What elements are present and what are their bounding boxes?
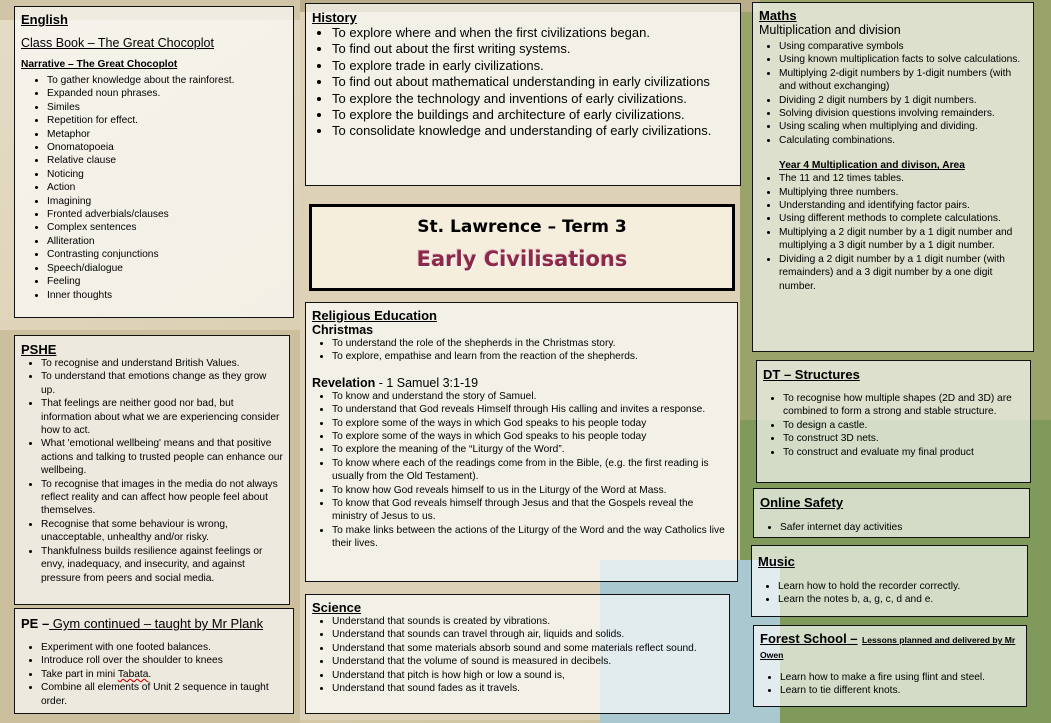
list-item: • To understand that God reveals Himself through His calling and invites a response.	[332, 403, 731, 416]
list-item: • Dividing 2 digit numbers by 1 digit numbers.	[779, 94, 1027, 107]
list-item: • To find out about mathematical understanding in early civilizations	[332, 74, 734, 90]
re-reference: - 1 Samuel 3:1-19	[375, 375, 479, 390]
list-item: • Understand that pitch is how high or low a sound is,	[332, 669, 723, 682]
list-item: • Experiment with one footed balances.	[41, 641, 287, 654]
list-item: • To gather knowledge about the rainforest.	[47, 74, 287, 87]
list-item: • To recognise and understand British Values.	[41, 357, 283, 370]
pe-subtitle: Gym continued – taught by Mr Plank	[49, 616, 264, 631]
maths-list	[759, 40, 1027, 147]
re-christmas-list	[312, 337, 731, 364]
re-christmas-heading: Christmas	[312, 323, 374, 337]
history-panel	[305, 3, 741, 186]
list-item: • Using known multiplication facts to solve calculations.	[779, 53, 1027, 66]
list-item: • Speech/dialogue	[47, 262, 287, 275]
music-list	[758, 580, 1021, 607]
list-item: • Multiplying 2-digit numbers by 1-digit numbers (with and without exchanging)	[779, 67, 1027, 94]
list-item: • To explore, empathise and learn from the reaction of the shepherds.	[332, 350, 731, 363]
pe-mini-text: Take part in mini	[41, 668, 118, 680]
list-item: • Multiplying a 2 digit number by a 1 digit number and multiplying a 3 digit number by a 1 digit number.	[779, 226, 1027, 253]
list-item: • Learn how to hold the recorder correctly.	[778, 580, 1021, 593]
list-item: • Safer internet day activities	[780, 521, 1023, 534]
music-title: Music	[758, 554, 795, 569]
list-item: • Learn to tie different knots.	[780, 684, 1020, 697]
music-panel	[751, 545, 1028, 617]
list-item: • Combine all elements of Unit 2 sequence in taught order.	[41, 681, 287, 708]
title-box	[309, 204, 735, 291]
dt-list	[763, 392, 1024, 459]
pe-mini-word: Tabata	[117, 668, 149, 680]
maths-year4-heading: Year 4 Multiplication and divison, Area	[779, 160, 965, 172]
english-panel	[14, 6, 294, 318]
re-title: Religious Education	[312, 308, 437, 323]
list-item: • Understand that some materials absorb sound and some materials reflect sound.	[332, 642, 723, 655]
pshe-panel	[14, 335, 290, 605]
maths-subtitle: Multiplication and division	[759, 23, 901, 37]
list-item	[41, 668, 287, 681]
list-item: • Understand that the volume of sound is measured in decibels.	[332, 655, 723, 668]
list-item: • Using different methods to complete calculations.	[779, 212, 1027, 225]
list-item: • Multiplying three numbers.	[779, 186, 1027, 199]
term-title: St. Lawrence – Term 3	[417, 217, 627, 237]
list-item: • To explore where and when the first civilizations began.	[332, 25, 734, 41]
list-item: • To construct 3D nets.	[783, 432, 1024, 445]
list-item: • To explore some of the ways in which God speaks to his people today	[332, 417, 731, 430]
list-item: • To know where each of the readings come from in the Bible, (e.g. the first reading is usually from the Old Testament).	[332, 457, 731, 484]
maths-panel	[752, 2, 1034, 352]
list-item: • Expanded noun phrases.	[47, 87, 287, 100]
list-item: • Using comparative symbols	[779, 40, 1027, 53]
dt-panel	[756, 360, 1031, 483]
history-title: History	[312, 10, 357, 25]
list-item: • Learn how to make a fire using flint and steel.	[780, 671, 1020, 684]
list-item: • Solving division questions involving remainders.	[779, 107, 1027, 120]
dt-title: DT – Structures	[763, 367, 860, 382]
list-item: • To know how God reveals himself to us in the Liturgy of the Word at Mass.	[332, 484, 731, 497]
list-item: • Inner thoughts	[47, 289, 287, 302]
list-item: • To explore the buildings and architecture of early civilizations.	[332, 107, 734, 123]
list-item: • To explore trade in early civilizations.	[332, 58, 734, 74]
list-item: • To explore some of the ways in which God speaks to his people today	[332, 430, 731, 443]
re-revelation-list	[312, 390, 731, 551]
list-item: • Contrasting conjunctions	[47, 248, 287, 261]
pe-title: PE –	[21, 616, 50, 631]
pe-heading	[21, 616, 287, 631]
pe-list	[21, 641, 287, 708]
list-item: • To know that God reveals himself through Jesus and that the Gospels reveal the ministry of Jesus to us.	[332, 497, 731, 524]
re-panel	[305, 302, 738, 582]
topic-title: Early Civilisations	[416, 247, 628, 271]
online-safety-list	[760, 521, 1023, 534]
list-item: • Onomatopoeia	[47, 141, 287, 154]
list-item: • To explore the technology and inventions of early civilizations.	[332, 91, 734, 107]
list-item: • Understanding and identifying factor pairs.	[779, 199, 1027, 212]
list-item: • Calculating combinations.	[779, 134, 1027, 147]
list-item: • To find out about the first writing systems.	[332, 41, 734, 57]
list-item: • Introduce roll over the shoulder to knees	[41, 654, 287, 667]
list-item: • Repetition for effect.	[47, 114, 287, 127]
list-item: • Complex sentences	[47, 221, 287, 234]
online-safety-panel	[753, 488, 1030, 538]
english-title: English	[21, 12, 68, 27]
list-item: • That feelings are neither good nor bad, but information about what we are experiencing consider how to act.	[41, 397, 283, 437]
list-item: • To explore the meaning of the “Liturgy of the Word”.	[332, 443, 731, 456]
list-item: • Metaphor	[47, 128, 287, 141]
list-item: • What 'emotional wellbeing' means and that positive actions and talking to trusted people can enhance our wellbeing.	[41, 437, 283, 477]
maths-list-2	[759, 172, 1027, 293]
re-revelation-label: Revelation	[312, 375, 376, 390]
list-item: • Understand that sounds can travel through air, liquids and solids.	[332, 628, 723, 641]
list-item: • To understand that emotions change as they grow up.	[41, 370, 283, 397]
list-item: • Fronted adverbials/clauses	[47, 208, 287, 221]
forest-school-list	[760, 671, 1020, 698]
english-list	[21, 74, 287, 302]
forest-school-heading	[760, 631, 1020, 662]
list-item: • Noticing	[47, 168, 287, 181]
pshe-title: PSHE	[21, 342, 57, 357]
list-item: • Understand that sounds is created by vibrations.	[332, 615, 723, 628]
science-list	[312, 615, 723, 695]
list-item: • Imagining	[47, 195, 287, 208]
list-item: • Action	[47, 181, 287, 194]
list-item: • To design a castle.	[783, 419, 1024, 432]
science-title: Science	[312, 600, 362, 615]
english-narrative: Narrative – The Great Chocoplot	[21, 59, 178, 70]
list-item: • Dividing a 2 digit number by a 1 digit number (with remainders) and a 3 digit number by a one digit number.	[779, 253, 1027, 293]
list-item: • Recognise that some behaviour is wrong, unacceptable, unhealthy and/or risky.	[41, 518, 283, 545]
list-item: • Relative clause	[47, 154, 287, 167]
list-item: • Similes	[47, 101, 287, 114]
online-safety-title: Online Safety	[760, 495, 844, 510]
maths-title: Maths	[759, 8, 797, 23]
list-item: • Using scaling when multiplying and dividing.	[779, 120, 1027, 133]
list-item: • Feeling	[47, 275, 287, 288]
pe-mini-end: .	[148, 668, 152, 680]
forest-school-title: Forest School –	[760, 631, 858, 646]
history-list	[312, 25, 734, 140]
list-item: • To consolidate knowledge and understanding of early civilizations.	[332, 123, 734, 139]
pshe-list	[21, 357, 283, 585]
list-item: • Thankfulness builds resilience against feelings or envy, inadequacy, and insecurity, and against pressure from peers and social media.	[41, 545, 283, 585]
forest-school-note: Lessons planned and delivered by Mr Owen	[760, 635, 1016, 660]
english-classbook: Class Book – The Great Chocoplot	[21, 36, 214, 50]
re-revelation-heading	[312, 376, 731, 390]
list-item: • Understand that sound fades as it travels.	[332, 682, 723, 695]
list-item: • To make links between the actions of the Liturgy of the Word and the way Catholics live their lives.	[332, 524, 731, 551]
forest-school-panel	[753, 625, 1027, 707]
list-item: • To understand the role of the shepherds in the Christmas story.	[332, 337, 731, 350]
list-item: • To know and understand the story of Samuel.	[332, 390, 731, 403]
pe-panel	[14, 608, 294, 714]
list-item: • To recognise how multiple shapes (2D and 3D) are combined to form a strong and stable structure.	[783, 392, 1024, 419]
list-item: • Learn the notes b, a, g, c, d and e.	[778, 593, 1021, 606]
list-item: • To construct and evaluate my final product	[783, 446, 1024, 459]
science-panel	[305, 594, 730, 714]
list-item: • The 11 and 12 times tables.	[779, 172, 1027, 185]
list-item: • Alliteration	[47, 235, 287, 248]
list-item: • To recognise that images in the media do not always reflect reality and can affect how people feel about themselves.	[41, 478, 283, 518]
